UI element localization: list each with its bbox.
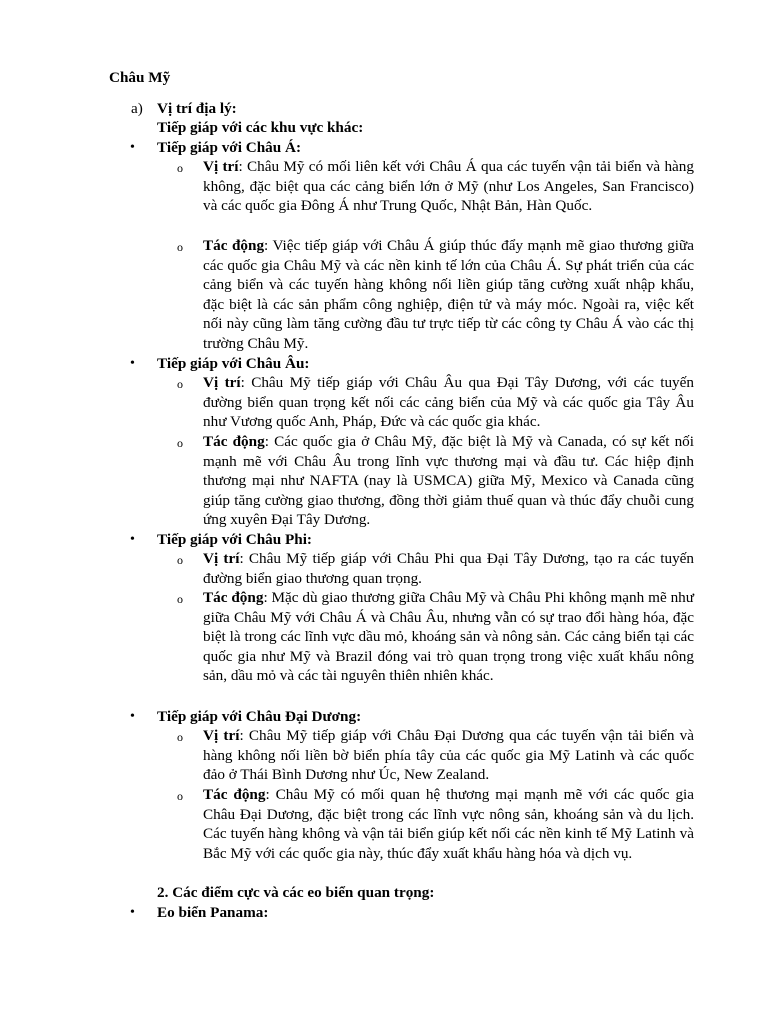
- list-item: [203, 785, 694, 863]
- sub-bullet-marker: o: [177, 377, 183, 391]
- bullet-marker: •: [130, 140, 135, 155]
- bullet-marker: •: [130, 356, 135, 371]
- item-label: Vị trí: [203, 374, 241, 391]
- list-item: [203, 373, 694, 432]
- list-item: [203, 726, 694, 785]
- group-heading-chau-phi: Tiếp giáp với Châu Phi:: [157, 531, 312, 548]
- sub-bullet-marker: o: [177, 240, 183, 254]
- section-2-title: 2. Các điểm cực và các eo biển quan trọng:: [157, 884, 435, 901]
- item-text: : Các quốc gia ở Châu Mỹ, đặc biệt là Mỹ và Canada, có sự kết nối mạnh mẽ với Châu Âu trong lĩnh vực thương mại và đầu tư. Các hiệp định thương mại như NAFTA (nay là USMCA) giữa Mỹ, Mexico và Canada cũng giúp tăng cường giao thương, đồng thời giảm thuế quan và thúc đẩy chuỗi cung ứng xuyên Đại Tây Dương.: [203, 433, 694, 529]
- sub-bullet-marker: o: [177, 789, 183, 803]
- item-text: : Châu Mỹ tiếp giáp với Châu Âu qua Đại Tây Dương, với các tuyến đường biển quan trọng kết nối các cảng biển của Mỹ và các quốc gia Tây Âu như Vương quốc Anh, Pháp, Đức và các quốc gia khác.: [203, 374, 694, 431]
- item-label: Tác động: [203, 786, 266, 803]
- list-item: [203, 432, 694, 530]
- page-title: Châu Mỹ: [109, 69, 171, 86]
- item-label: Vị trí: [203, 550, 240, 567]
- section-a-marker: a): [131, 100, 143, 117]
- item-text: : Châu Mỹ có mối quan hệ thương mại mạnh mẽ với các quốc gia Châu Đại Dương, đặc biệt trong các lĩnh vực nông sản, khoáng sản và du lịch. Các tuyến hàng không và vận tải biển giúp kết nối các nền kinh tế Mỹ Latinh và Bắc Mỹ với các quốc gia này, thúc đẩy xuất khẩu hàng hóa và dịch vụ.: [203, 786, 695, 862]
- section-a-title: Vị trí địa lý:: [157, 100, 237, 117]
- list-item: [203, 157, 694, 216]
- group-heading-chau-dai-duong: Tiếp giáp với Châu Đại Dương:: [157, 708, 362, 725]
- sub-bullet-marker: o: [177, 161, 183, 175]
- item-text: : Mặc dù giao thương giữa Châu Mỹ và Châu Phi không mạnh mẽ như giữa Châu Mỹ với Châu Á và Châu Âu, nhưng vẫn có sự trao đổi hàng hóa, đặc biệt là trong các lĩnh vực dầu mỏ, khoáng sản và nông sản. Các cảng biển tại các quốc gia như Mỹ và Brazil đóng vai trò quan trọng trong việc xuất khẩu nông sản, dầu mỏ và các tài nguyên thiên nhiên khác.: [203, 589, 694, 685]
- bullet-marker: •: [130, 905, 135, 920]
- sub-bullet-marker: o: [177, 592, 183, 606]
- group-heading-chau-au: Tiếp giáp với Châu Âu:: [157, 355, 310, 372]
- item-label: Tác động: [203, 433, 265, 450]
- item-text: : Châu Mỹ tiếp giáp với Châu Phi qua Đại Tây Dương, tạo ra các tuyến đường biển giao thương quan trọng.: [203, 550, 694, 587]
- item-text: : Châu Mỹ tiếp giáp với Châu Đại Dương qua các tuyến vận tải biển và hàng không nối liền bờ biển phía tây của các quốc gia Mỹ Latinh và các quốc đảo ở Thái Bình Dương như Úc, New Zealand.: [203, 727, 694, 784]
- sub-bullet-marker: o: [177, 553, 183, 567]
- item-text: : Châu Mỹ có mối liên kết với Châu Á qua các tuyến vận tải biển và hàng không, đặc biệt qua các cảng biển lớn ở Mỹ (như Los Angeles, San Francisco) và các quốc gia Đông Á như Trung Quốc, Nhật Bản, Hàn Quốc.: [203, 158, 694, 215]
- group-heading-chau-a: Tiếp giáp với Châu Á:: [157, 139, 302, 156]
- bullet-heading-eo-bien-panama: Eo biển Panama:: [157, 904, 269, 921]
- sub-bullet-marker: o: [177, 436, 183, 450]
- bullet-marker: •: [130, 709, 135, 724]
- list-item: [203, 588, 694, 686]
- item-label: Tác động: [203, 589, 264, 606]
- list-item: [203, 236, 694, 354]
- item-label: Tác động: [203, 237, 265, 254]
- item-label: Vị trí: [203, 158, 239, 175]
- item-label: Vị trí: [203, 727, 240, 744]
- bullet-marker: •: [130, 532, 135, 547]
- list-item: [203, 549, 694, 588]
- item-text: : Việc tiếp giáp với Châu Á giúp thúc đẩy mạnh mẽ giao thương giữa các quốc gia Châu Mỹ và các nền kinh tế lớn của Châu Á. Sự phát triển của các cảng biển và các tuyến hàng không nối liền giúp tăng cường xuất nhập khẩu, đặc biệt là các sản phẩm công nghiệp, điện tử và máy móc. Ngoài ra, việc kết nối này cũng làm tăng cường đầu tư trực tiếp từ các công ty Châu Á vào các thị trường Châu Mỹ.: [203, 237, 694, 352]
- sub-bullet-marker: o: [177, 730, 183, 744]
- subheading: Tiếp giáp với các khu vực khác:: [157, 119, 364, 136]
